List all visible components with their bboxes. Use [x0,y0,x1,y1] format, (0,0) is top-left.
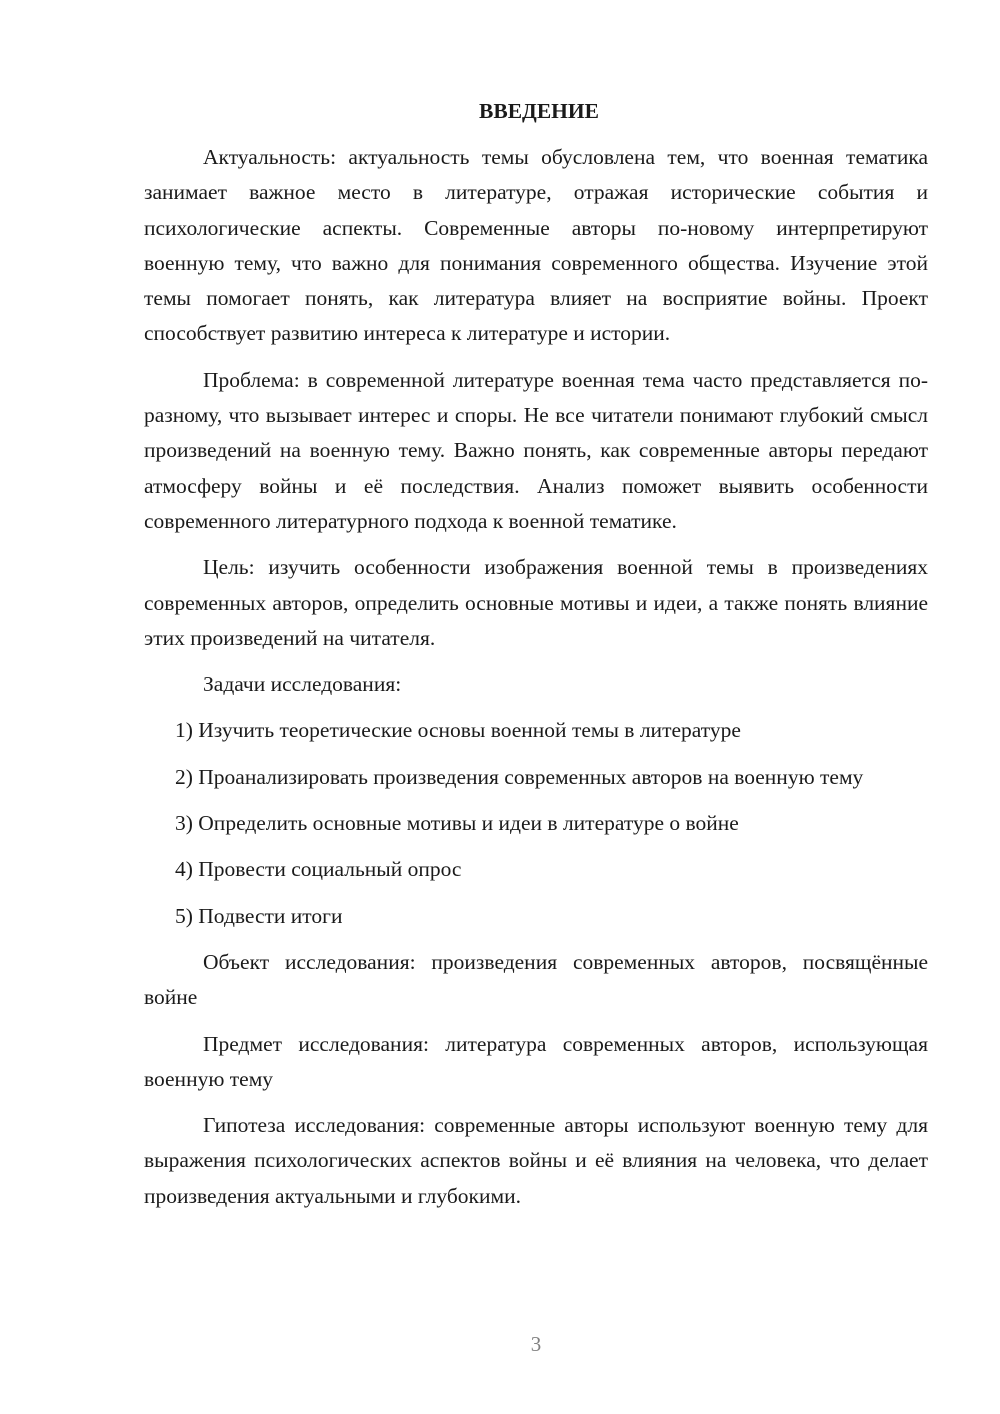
paragraph-hypothesis: Гипотеза исследования: современные авторы используют военную тему для выражения психологических аспектов войны и её влияния на человека, что делает произведения актуальными и глубокими. [144,1113,928,1208]
task-item: 1) Изучить теоретические основы военной темы в литературе [175,718,741,743]
paragraph-problem: Проблема: в современной литературе военная тема часто представляется по-разному, что вызывает интерес и споры. Не все читатели понимают глубокий смысл произведений на военную тему. Важно понять, как современные авторы передают атмосферу войны и её последствия. Анализ поможет выявить особенности современного литературного подхода к военной тематике. [144,367,928,533]
paragraph-subject: Предмет исследования: литература современных авторов, использующая военную тему [144,1031,928,1091]
page-number: 3 [530,1332,542,1356]
task-item: 5) Подвести итоги [175,903,343,928]
paragraph-relevance: Актуальность: актуальность темы обусловлена тем, что военная тематика занимает важное место в литературе, отражая исторические события и психологические аспекты. Современные авторы по-новому интерпретируют военную тему, что важно для понимания современного общества. Изучение этой темы помогает понять, как литература влияет на восприятие войны. Проект способствует развитию интереса к литературе и истории. [144,145,928,346]
paragraph-object: Объект исследования: произведения современных авторов, посвящённые войне [144,949,928,1010]
task-item: 3) Определить основные мотивы и идеи в литературе о войне [175,811,739,836]
task-item: 2) Проанализировать произведения современных авторов на военную тему [175,764,864,789]
tasks-label: Задачи исследования: [203,672,402,697]
paragraph-goal: Цель: изучить особенности изображения военной темы в произведениях современных авторов, определить основные мотивы и идеи, а также понять влияние этих произведений на читателя. [144,555,928,650]
page-content [144,94,928,1225]
task-item: 4) Провести социальный опрос [175,857,462,882]
tasks-list [144,713,928,933]
section-heading: ВВЕДЕНИЕ [479,99,599,123]
